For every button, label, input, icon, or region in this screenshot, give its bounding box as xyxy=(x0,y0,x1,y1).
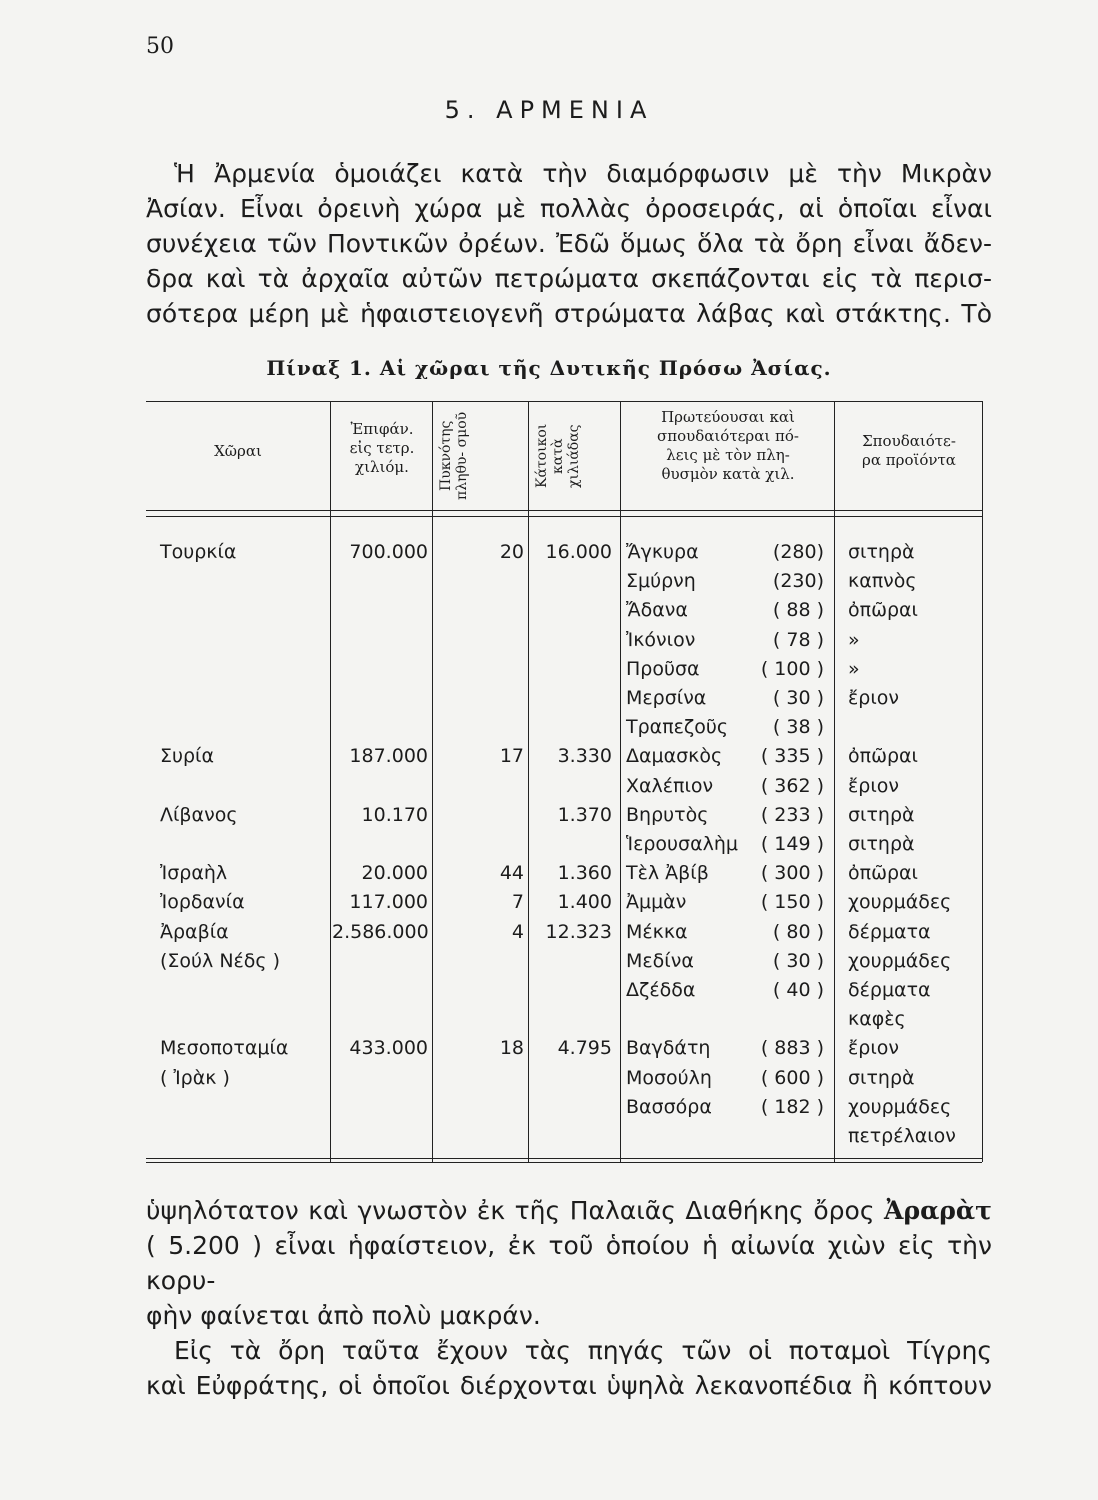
page-number: 50 xyxy=(146,34,174,59)
cell-city-pop: ( 362 ) xyxy=(760,774,824,797)
cell-city: Μοσούλη xyxy=(626,1066,712,1089)
header-products xyxy=(836,432,982,470)
cell-product: σιτηρὰ xyxy=(848,1066,915,1089)
cell-city-pop: (280) xyxy=(772,541,824,563)
after-line: καὶ Εὐφράτης, οἱ ὁποῖοι διέρχονται ὑψηλὰ λεκανοπέδια ἢ κόπτουν xyxy=(146,1371,992,1400)
cell-product: χουρμάδες xyxy=(848,891,952,914)
table-header-rule xyxy=(146,510,982,511)
intro-line: Ἀσίαν. Εἶναι ὀρεινὴ χώρα μὲ πολλὰς ὀροσειράς, αἱ ὁποῖαι εἶναι xyxy=(146,194,992,223)
cell-density: 17 xyxy=(499,745,524,768)
cell-product: ἔριον xyxy=(848,1037,899,1060)
cell-product: ὀπῶραι xyxy=(848,862,918,885)
cell-product: ὀπῶραι xyxy=(848,745,918,768)
cell-city: Τραπεζοῦς xyxy=(626,716,729,739)
header-products-line: Σπουδαιότε- xyxy=(862,432,956,450)
cell-city-pop: ( 30 ) xyxy=(772,949,824,972)
cell-city: Προῦσα xyxy=(626,657,700,680)
header-capitals-line: Πρωτεύουσαι καὶ xyxy=(661,408,795,426)
table-header-rule-2 xyxy=(146,516,982,517)
cell-city: Ἱερουσαλὴμ xyxy=(626,833,738,855)
cell-area: 187.000 xyxy=(349,745,428,768)
header-capitals-line: σπουδαιότεραι πό- xyxy=(657,427,799,445)
after-paragraph xyxy=(146,1193,992,1403)
cell-city-pop: ( 100 ) xyxy=(760,657,824,680)
intro-paragraph xyxy=(146,156,992,331)
cell-population: 1.360 xyxy=(557,862,612,885)
header-capitals xyxy=(622,408,834,484)
cell-city-pop: ( 149 ) xyxy=(760,833,824,855)
cell-city-pop: ( 30 ) xyxy=(772,687,824,709)
cell-product: πετρέλαιον xyxy=(848,1125,956,1147)
cell-country: ( Ἰρὰκ ) xyxy=(160,1066,230,1089)
column-rule xyxy=(982,401,983,1162)
cell-population: 1.370 xyxy=(557,803,612,826)
cell-city: Βαγδάτη xyxy=(626,1037,711,1060)
cell-country: Ἰορδανία xyxy=(160,891,245,914)
cell-city: Ἄδανα xyxy=(626,599,688,622)
cell-product: χουρμάδες xyxy=(848,1095,952,1118)
cell-country: Τουρκία xyxy=(160,541,237,563)
cell-city-pop: ( 40 ) xyxy=(772,979,824,1001)
cell-product: σιτηρὰ xyxy=(848,833,915,855)
cell-product: σιτηρὰ xyxy=(848,541,915,563)
cell-city-pop: ( 150 ) xyxy=(760,891,824,914)
header-area-line: Ἐπιφάν. xyxy=(350,420,414,438)
cell-city: Σμύρνη xyxy=(626,570,696,593)
cell-product: δέρματα xyxy=(848,979,931,1001)
cell-area: 700.000 xyxy=(349,541,428,563)
cell-density: 44 xyxy=(499,862,524,885)
cell-area: 2.586.000 xyxy=(332,920,429,943)
cell-city: Δζέδδα xyxy=(626,979,696,1001)
cell-city-pop: ( 182 ) xyxy=(760,1095,824,1118)
cell-city: Δαμασκὸς xyxy=(626,745,723,768)
cell-country: Λίβανος xyxy=(160,803,238,826)
cell-density: 4 xyxy=(511,920,524,943)
column-rule xyxy=(528,401,529,1162)
header-capitals-line: θυσμὸν κατὰ χιλ. xyxy=(661,465,795,483)
cell-product: » xyxy=(848,657,860,680)
cell-city-pop: ( 78 ) xyxy=(772,628,824,651)
header-area-line: χιλιόμ. xyxy=(355,458,409,476)
cell-population: 1.400 xyxy=(557,891,612,914)
cell-product: σιτηρὰ xyxy=(848,803,915,826)
cell-product: καπνὸς xyxy=(848,570,917,593)
intro-line: συνέχεια τῶν Ποντικῶν ὀρέων. Ἐδῶ ὅμως ὅλα τὰ ὄρη εἶναι ἄδεν- xyxy=(146,229,992,258)
cell-country: Ἀραβία xyxy=(160,920,229,943)
after-line: ( 5.200 ) εἶναι ἡφαίστειον, ἐκ τοῦ ὁποίου ἡ αἰωνία χιὼν εἰς τὴν κορυ- xyxy=(146,1231,992,1295)
cell-city: Τὲλ Ἀβίβ xyxy=(626,862,709,885)
cell-city: Μέκκα xyxy=(626,920,688,943)
after-line-text: ὑψηλότατον καὶ γνωστὸν ἐκ τῆς Παλαιᾶς Διαθήκης ὄρος xyxy=(146,1196,885,1225)
after-line: φὴν φαίνεται ἀπὸ πολὺ μακράν. xyxy=(146,1301,541,1330)
intro-line: σότερα μέρη μὲ ἡφαιστειογενῆ στρώματα λάβας καὶ στάκτης. Τὸ xyxy=(146,299,992,328)
cell-density: 20 xyxy=(499,541,524,563)
after-line xyxy=(146,1193,992,1228)
column-rule xyxy=(620,401,621,1162)
column-rule xyxy=(432,401,433,1162)
cell-city: Χαλέπιον xyxy=(626,774,714,797)
cell-city-pop: (230) xyxy=(772,570,824,593)
header-capitals-line: λεις μὲ τὸν πλη- xyxy=(666,446,790,464)
cell-country: Μεσοποταμία xyxy=(160,1037,289,1060)
cell-product: δέρματα xyxy=(848,920,931,943)
cell-city-pop: ( 300 ) xyxy=(760,862,824,885)
intro-line: Ἡ Ἀρμενία ὁμοιάζει κατὰ τὴν διαμόρφωσιν μὲ τὴν Μικρὰν xyxy=(174,159,992,188)
table-caption: Πίναξ 1. Αἱ χῶραι τῆς Δυτικῆς Πρόσω Ἀσίας. xyxy=(266,356,832,380)
header-population: Κάτοικοι κατὰ χιλιάδας xyxy=(534,423,582,489)
cell-country: (Σούλ Νέδς ) xyxy=(160,949,281,972)
header-area-line: εἰς τετρ. xyxy=(349,439,415,457)
cell-area: 20.000 xyxy=(361,862,428,885)
cell-city-pop: ( 233 ) xyxy=(760,803,824,826)
cell-country: Ἰσραὴλ xyxy=(160,862,228,885)
table-bottom-rule-2 xyxy=(146,1162,982,1163)
cell-population: 3.330 xyxy=(557,745,612,768)
cell-city-pop: ( 335 ) xyxy=(760,745,824,768)
cell-city: Μερσίνα xyxy=(626,687,707,709)
cell-density: 18 xyxy=(499,1037,524,1060)
cell-product: ἔριον xyxy=(848,774,899,797)
cell-city-pop: ( 600 ) xyxy=(760,1066,824,1089)
cell-city: Ἰκόνιον xyxy=(626,628,696,651)
cell-population: 4.795 xyxy=(557,1037,612,1060)
cell-city-pop: ( 88 ) xyxy=(772,599,824,622)
cell-area: 10.170 xyxy=(361,803,428,826)
header-density: Πυκνότης πληθυ- σμοῦ xyxy=(438,411,470,501)
column-rule xyxy=(834,401,835,1162)
header-area xyxy=(332,420,432,477)
cell-product: ἔριον xyxy=(848,687,899,709)
cell-city: Βηρυτὸς xyxy=(626,803,709,826)
cell-population: 16.000 xyxy=(545,541,612,563)
cell-density: 7 xyxy=(511,891,524,914)
after-line: Εἰς τὰ ὄρη ταῦτα ἔχουν τὰς πηγάς τῶν οἱ ποταμοὶ Τίγρης xyxy=(174,1336,992,1365)
cell-product: » xyxy=(848,628,860,651)
cell-area: 117.000 xyxy=(349,891,428,914)
header-products-line: ρα προϊόντα xyxy=(862,451,956,469)
cell-product: ὀπῶραι xyxy=(848,599,918,622)
ararat-term: Ἀραρὰτ xyxy=(884,1196,992,1225)
header-country: Χῶραι xyxy=(214,442,262,460)
cell-city-pop: ( 883 ) xyxy=(760,1037,824,1060)
intro-line: δρα καὶ τὰ ἀρχαῖα αὐτῶν πετρώματα σκεπάζονται εἰς τὰ περισ- xyxy=(146,264,992,293)
cell-city: Ἀμμὰν xyxy=(626,891,687,914)
cell-product: χουρμάδες xyxy=(848,949,952,972)
cell-city-pop: ( 38 ) xyxy=(772,716,824,739)
cell-city: Βασσόρα xyxy=(626,1095,712,1118)
cell-population: 12.323 xyxy=(545,920,612,943)
cell-country: Συρία xyxy=(160,745,215,768)
cell-city: Μεδίνα xyxy=(626,949,694,972)
cell-city: Ἄγκυρα xyxy=(626,541,699,563)
cell-area: 433.000 xyxy=(349,1037,428,1060)
chapter-title: 5. ΑΡΜΕΝΙΑ xyxy=(444,96,654,124)
cell-product: καφὲς xyxy=(848,1008,906,1031)
table-top-rule xyxy=(146,401,982,402)
column-rule xyxy=(330,401,331,1162)
table-bottom-rule xyxy=(146,1158,982,1159)
cell-city-pop: ( 80 ) xyxy=(772,920,824,943)
